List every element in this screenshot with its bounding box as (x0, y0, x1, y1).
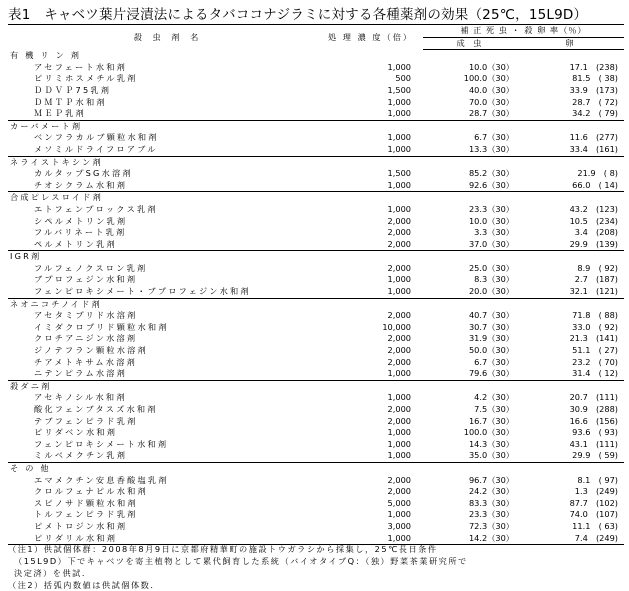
insecticide-name: ベンフラカルブ顆粒水和剤 (34, 132, 159, 143)
insecticide-name: ブプロフェジン水和剤 (34, 274, 138, 285)
concentration: 1,000 (387, 438, 411, 449)
insecticide-name: フェンピロキシメート水和剤 (34, 438, 169, 449)
insecticide-name: カルタップSG水溶剤 (34, 168, 133, 179)
header-adult: 成 虫 (423, 37, 518, 50)
concentration: 2,000 (387, 310, 411, 321)
adult-mortality: 28.7（30） (423, 108, 518, 120)
insecticide-name: フルフェノクスロン乳剤 (34, 262, 148, 273)
concentration: 1,000 (328, 450, 423, 462)
adult-mortality: 24.2（30） (468, 486, 514, 497)
egg-mortality: 66.0 ( 14) (518, 180, 624, 192)
insecticide-name: メソミルドライフロアブル (8, 144, 328, 156)
group-header-row (8, 251, 624, 263)
concentration: 1,000 (387, 427, 411, 438)
insecticide-name: ＤＤＶＰ75乳剤 (34, 84, 112, 95)
egg-mortality: 8.9 ( 92) (577, 262, 618, 273)
egg-mortality: 23.2 ( 70) (572, 356, 618, 367)
group-header-row (8, 462, 624, 474)
group-name: 合成ピレスロイド剤 (10, 192, 103, 203)
insecticide-name: ピリミホスメチル乳剤 (34, 73, 138, 84)
adult-mortality: 30.7（30） (468, 321, 514, 332)
footnote-line: 決定済）を供試． (14, 568, 92, 578)
adult-mortality: 37.0（30） (423, 239, 518, 251)
concentration: 1,000 (387, 509, 411, 520)
egg-mortality: 31.4 ( 12) (518, 368, 624, 380)
concentration: 10,000 (382, 321, 411, 332)
insecticide-name: チアメトキサム水溶剤 (34, 356, 137, 367)
egg-mortality: 10.5 (234) (569, 215, 618, 226)
concentration: 1,500 (387, 168, 411, 179)
egg-mortality: 33.0 ( 92) (572, 321, 618, 332)
group-name: IGR剤 (10, 251, 42, 262)
table-row (8, 108, 624, 120)
footnote-line: （15L9D）下でキャベツを寄主植物として累代飼育した系統（バイオタイプQ：（独）野菜茶業研究所で (14, 556, 468, 566)
table-row (8, 132, 624, 144)
insecticide-name: アセタミプリド水溶剤 (34, 310, 138, 321)
concentration: 5,000 (387, 497, 411, 508)
group-header-row (8, 50, 624, 62)
egg-mortality: 11.6 (277) (569, 132, 618, 143)
egg-mortality: 7.4 (249) (518, 533, 624, 545)
adult-mortality: 10.0（30） (468, 61, 514, 72)
insecticide-name: ピメトロジン水和剤 (34, 520, 128, 531)
concentration: 1,000 (328, 180, 423, 192)
table-row (8, 345, 624, 357)
table-row (8, 168, 624, 180)
insecticide-name: クロチアニジン水溶剤 (34, 333, 138, 344)
concentration: 2,000 (387, 215, 411, 226)
adult-mortality: 40.0（30） (468, 84, 514, 95)
concentration: 2,000 (387, 333, 411, 344)
insecticide-name: チオシクラム水和剤 (8, 180, 328, 192)
table-row (8, 216, 624, 228)
egg-mortality: 74.0 (107) (569, 509, 618, 520)
table-row (8, 62, 624, 74)
group-header-row (8, 298, 624, 310)
table-row (8, 180, 624, 192)
concentration: 2,000 (387, 404, 411, 414)
concentration: 2,000 (387, 486, 411, 497)
concentration: 3,000 (387, 520, 411, 531)
adult-mortality: 14.3（30） (468, 438, 514, 449)
egg-mortality: 93.6 ( 93) (572, 427, 618, 438)
header-insecticide-name: 殺 虫 剤 名 (8, 25, 328, 50)
insecticide-name: エトフェンプロックス乳剤 (34, 203, 158, 214)
concentration: 2,000 (387, 474, 411, 485)
insecticide-name: テブフェンピラド乳剤 (34, 415, 138, 426)
table-row (8, 239, 624, 251)
adult-mortality: 6.7（30） (474, 132, 514, 143)
table-row (8, 368, 624, 380)
insecticide-name: アセキノシル水和剤 (34, 392, 127, 403)
table-row (8, 310, 624, 322)
egg-mortality: 20.7 (111) (569, 392, 618, 403)
adult-mortality: 20.0（30） (423, 286, 518, 298)
adult-mortality: 72.3（30） (468, 520, 514, 531)
egg-mortality: 17.1 (238) (569, 61, 618, 72)
table-row (8, 73, 624, 85)
header-mortality-rate: 補 正 死 虫 ・ 殺 卵 率（％） (423, 25, 624, 38)
insecticide-name: フルバリネート乳剤 (34, 227, 127, 238)
table-row (8, 227, 624, 239)
concentration: 1,000 (328, 108, 423, 120)
concentration: 2,000 (387, 415, 411, 426)
egg-mortality: 1.3 (249) (574, 486, 618, 497)
table-row (8, 427, 624, 439)
adult-mortality: 40.7（30） (468, 310, 514, 321)
concentration: 1,000 (387, 203, 411, 214)
footnote-line: （注2）括弧内数値は供試個体数． (8, 580, 161, 590)
concentration: 500 (395, 73, 411, 84)
adult-mortality: 83.3（30） (468, 497, 514, 508)
insecticide-name: ミルベメクチン乳剤 (8, 450, 328, 462)
concentration: 1,000 (328, 286, 423, 298)
concentration: 1,500 (387, 84, 411, 95)
insecticide-name: ピリダベン水和剤 (34, 427, 118, 438)
insecticide-name: スピノサド顆粒水和剤 (34, 497, 138, 508)
insecticide-name: ピリダリル水和剤 (8, 533, 328, 545)
egg-mortality: 8.1 ( 97) (577, 474, 618, 485)
table-row (8, 404, 624, 416)
concentration: 1,000 (387, 96, 411, 107)
table-row (8, 475, 624, 487)
adult-mortality: 70.0（30） (468, 96, 514, 107)
insecticide-name: アセフェート水和剤 (34, 61, 127, 72)
footnotes (8, 543, 624, 591)
table-title: 表1 キャベツ葉片浸漬法によるタバココナジラミに対する各種薬剤の効果（25℃，15L9D） (8, 7, 588, 23)
table-row (8, 97, 624, 109)
table-row (8, 486, 624, 498)
adult-mortality: 23.3（30） (468, 509, 514, 520)
insecticide-name: シペルメトリン乳剤 (34, 215, 128, 226)
concentration: 2,000 (387, 262, 411, 273)
group-name: そ の 他 (10, 462, 51, 473)
group-header-row (8, 156, 624, 168)
table-row (8, 498, 624, 510)
table-row (8, 439, 624, 451)
egg-mortality: 34.2 ( 79) (518, 108, 624, 120)
egg-mortality: 32.1 (121) (518, 286, 624, 298)
table-row (8, 274, 624, 286)
concentration: 1,000 (387, 132, 411, 143)
table-row (8, 144, 624, 156)
concentration: 1,000 (387, 392, 411, 403)
concentration: 2,000 (387, 227, 411, 238)
table-row (8, 263, 624, 275)
insecticide-name: ＭＥＰ乳剤 (8, 108, 328, 120)
concentration: 1,000 (387, 61, 411, 72)
concentration: 1,000 (328, 144, 423, 156)
adult-mortality: 4.2（30） (474, 392, 514, 403)
egg-mortality: 2.7 (187) (574, 274, 618, 285)
egg-mortality: 71.8 ( 88) (572, 310, 618, 321)
insecticide-name: フェンピロキシメート・ブプロフェジン水和剤 (8, 286, 328, 298)
insecticide-name: エマメクチン安息香酸塩乳剤 (34, 474, 169, 485)
adult-mortality: 100.0（30） (463, 73, 514, 84)
table-row (8, 333, 624, 345)
egg-mortality: 30.9 (288) (569, 404, 618, 414)
insecticide-name: 酸化フェンブタスズ水和剤 (34, 404, 158, 414)
egg-mortality: 21.9 ( 8) (577, 168, 618, 179)
table-row (8, 392, 624, 404)
table-row (8, 521, 624, 533)
header-egg: 卵 (518, 37, 624, 50)
concentration: 1,000 (328, 368, 423, 380)
table-row (8, 322, 624, 334)
group-name: 殺ダニ剤 (10, 380, 52, 391)
group-name: 有 機 リ ン 剤 (10, 50, 82, 61)
table-row (8, 450, 624, 462)
concentration: 2,000 (328, 239, 423, 251)
table-row (8, 509, 624, 521)
egg-mortality: 29.9 ( 59) (518, 450, 624, 462)
adult-mortality: 6.7（30） (474, 356, 514, 367)
table-row (8, 85, 624, 97)
adult-mortality: 14.2（30） (423, 533, 518, 545)
insecticide-name: ペルメトリン乳剤 (8, 239, 328, 251)
table-body (8, 50, 624, 545)
group-header-row (8, 380, 624, 392)
egg-mortality: 11.1 ( 63) (572, 520, 618, 531)
insecticide-name: イミダクロプリド顆粒水和剤 (34, 321, 169, 332)
egg-mortality: 16.6 (156) (569, 415, 618, 426)
adult-mortality: 92.6（30） (423, 180, 518, 192)
adult-mortality: 100.0（30） (463, 427, 514, 438)
group-name: カーバメート剤 (10, 120, 83, 131)
insecticide-name: トルフェンピラド乳剤 (34, 509, 138, 520)
egg-mortality: 33.4 (161) (518, 144, 624, 156)
adult-mortality: 10.0（30） (468, 215, 514, 226)
table-row (8, 286, 624, 298)
table-row (8, 357, 624, 369)
group-header-row (8, 192, 624, 204)
insecticide-name: クロルフェナピル水和剤 (34, 486, 148, 497)
insecticide-name: ニテンピラム水溶剤 (8, 368, 328, 380)
egg-mortality: 43.1 (111) (569, 438, 618, 449)
egg-mortality: 29.9 (139) (518, 239, 624, 251)
table-row (8, 416, 624, 428)
concentration: 1,000 (328, 533, 423, 545)
adult-mortality: 7.5（30） (474, 404, 514, 414)
adult-mortality: 35.0（30） (423, 450, 518, 462)
adult-mortality: 79.6（30） (423, 368, 518, 380)
concentration: 2,000 (387, 356, 411, 367)
egg-mortality: 81.5 ( 38) (572, 73, 618, 84)
egg-mortality: 43.2 (123) (569, 203, 618, 214)
group-name: ネオニコチノイド剤 (10, 298, 102, 309)
adult-mortality: 50.0（30） (468, 345, 514, 356)
egg-mortality: 33.9 (173) (569, 84, 618, 95)
concentration: 2,000 (387, 345, 411, 356)
egg-mortality: 21.3 (141) (569, 333, 618, 344)
adult-mortality: 13.3（30） (423, 144, 518, 156)
adult-mortality: 31.9（30） (468, 333, 514, 344)
adult-mortality: 25.0（30） (468, 262, 514, 273)
adult-mortality: 96.7（30） (468, 474, 514, 485)
insecticide-name: ＤＭＴＰ水和剤 (34, 96, 107, 107)
footnote-line: （注1）供試個体群：2008年8月9日に京都府精華町の施設トウガラシから採集し，25℃長日条件 (8, 544, 438, 554)
group-header-row (8, 120, 624, 132)
adult-mortality: 85.2（30） (468, 168, 514, 179)
concentration: 1,000 (387, 274, 411, 285)
adult-mortality: 8.3（30） (474, 274, 514, 285)
insecticide-name: ジノテフラン顆粒水溶剤 (34, 345, 148, 356)
egg-mortality: 28.7 ( 72) (572, 96, 618, 107)
adult-mortality: 16.7（30） (468, 415, 514, 426)
results-table (8, 24, 624, 545)
header-concentration: 処 理 濃 度（倍） (328, 25, 423, 50)
adult-mortality: 3.3（30） (474, 227, 514, 238)
egg-mortality: 87.7 (102) (569, 497, 618, 508)
group-name: ネライストキシン剤 (10, 156, 103, 167)
egg-mortality: 3.4 (208) (574, 227, 618, 238)
adult-mortality: 23.3（30） (468, 203, 514, 214)
table-row (8, 204, 624, 216)
egg-mortality: 51.1 ( 27) (572, 345, 618, 356)
